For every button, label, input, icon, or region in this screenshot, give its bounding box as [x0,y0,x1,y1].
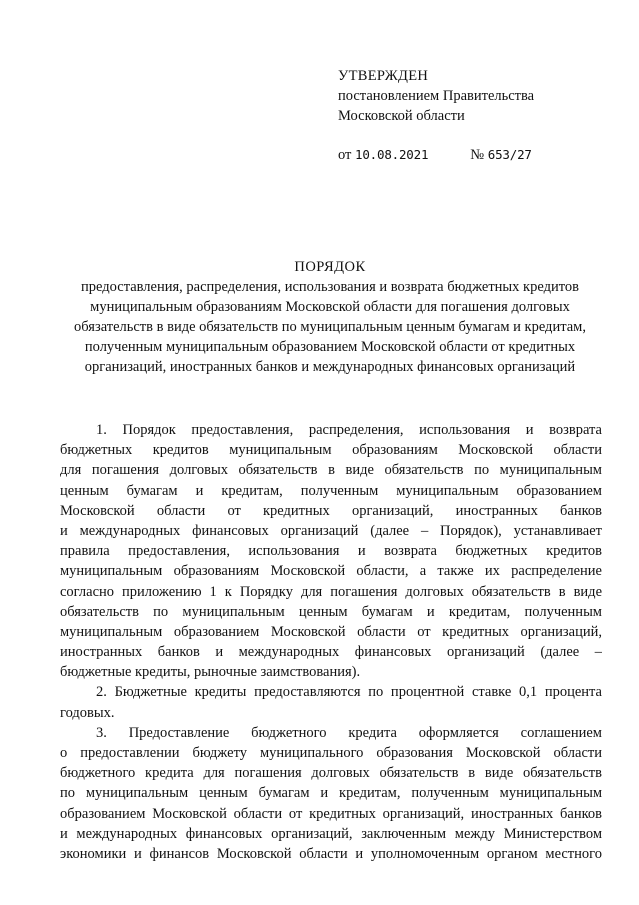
paragraph-line: 3. Предоставление бюджетного кредита оформляется соглашением [96,724,602,741]
date-prefix: от [338,147,352,163]
document-title-block [60,257,600,377]
paragraph-line: муниципальным образованиям Московской области, а также их распределение [60,563,602,580]
paragraph-line: ценным бумагам и кредитам, полученным муниципальным образованием [60,482,602,499]
paragraph-line: иностранных банков и международных финансовых организаций (далее – [60,644,602,661]
subtitle-line: организаций, иностранных банков и международных финансовых организаций [84,359,576,375]
approved-title: УТВЕРЖДЕН [338,68,429,84]
paragraph-line: Московской области от кредитных организаций, иностранных банков [60,502,602,519]
paragraph-line: обязательств по муниципальным ценным бумагам и кредитам, полученным [60,603,602,620]
paragraph-line: о предоставлении бюджету муниципального образования Московской области [60,745,602,761]
paragraph-line: бюджетного кредита для погашения долговых обязательств в виде обязательств [60,765,602,782]
paragraph-line: 2. Бюджетные кредиты предоставляются по процентной ставке 0,1 процента [96,684,602,701]
paragraph-line: по муниципальным ценным бумагам и кредитам, полученным муниципальным [60,785,602,802]
approval-date: 10.08.2021 [355,147,429,162]
paragraph-line: муниципальным образованием Московской области от кредитных организаций, [60,623,602,640]
approval-line-1: постановлением Правительства [338,88,535,104]
paragraph-line: и международных финансовых организаций, заключенным между Министерством [60,825,602,842]
subtitle-line: муниципальным образованиям Московской области для погашения долговых [90,299,570,315]
paragraph-line: согласно приложению 1 к Порядку для погашения долговых обязательств в виде [60,583,602,600]
paragraph-1 [60,420,602,682]
paragraph-3 [60,723,602,864]
paragraph-line: годовых. [60,704,115,721]
subtitle-line: обязательств в виде обязательств по муниципальным ценным бумагам и кредитам, [74,319,586,335]
subtitle-line: предоставления, распределения, использования и возврата бюджетных кредитов [81,279,579,295]
paragraph-line: и международных финансовых организаций (далее – Порядок), устанавливает [60,522,602,539]
paragraph-line: экономики и финансов Московской области и уполномоченным органом местного [60,845,602,862]
document-title: ПОРЯДОК [294,259,366,275]
paragraph-line: 1. Порядок предоставления, распределения, использования и возврата [96,422,602,438]
approval-date-line [338,145,618,165]
approval-stamp [338,66,618,165]
approval-line-2: Московской области [338,108,465,124]
paragraph-line: бюджетные кредиты, рыночные заимствования). [60,664,361,681]
paragraph-line: правила предоставления, использования и возврата бюджетных кредитов [60,543,602,560]
paragraph-line: образованием Московской области от кредитных организаций, иностранных банков [60,805,602,822]
paragraph-line: бюджетных кредитов муниципальным образованиям Московской области [60,442,602,459]
approval-number: 653/27 [487,147,532,162]
number-prefix: № [470,147,485,163]
paragraph-2 [60,682,602,722]
paragraph-line: для погашения долговых обязательств в виде обязательств по муниципальным [60,462,602,479]
subtitle-line: полученным муниципальным образованием Московской области от кредитных [84,339,576,355]
document-body [60,420,602,864]
